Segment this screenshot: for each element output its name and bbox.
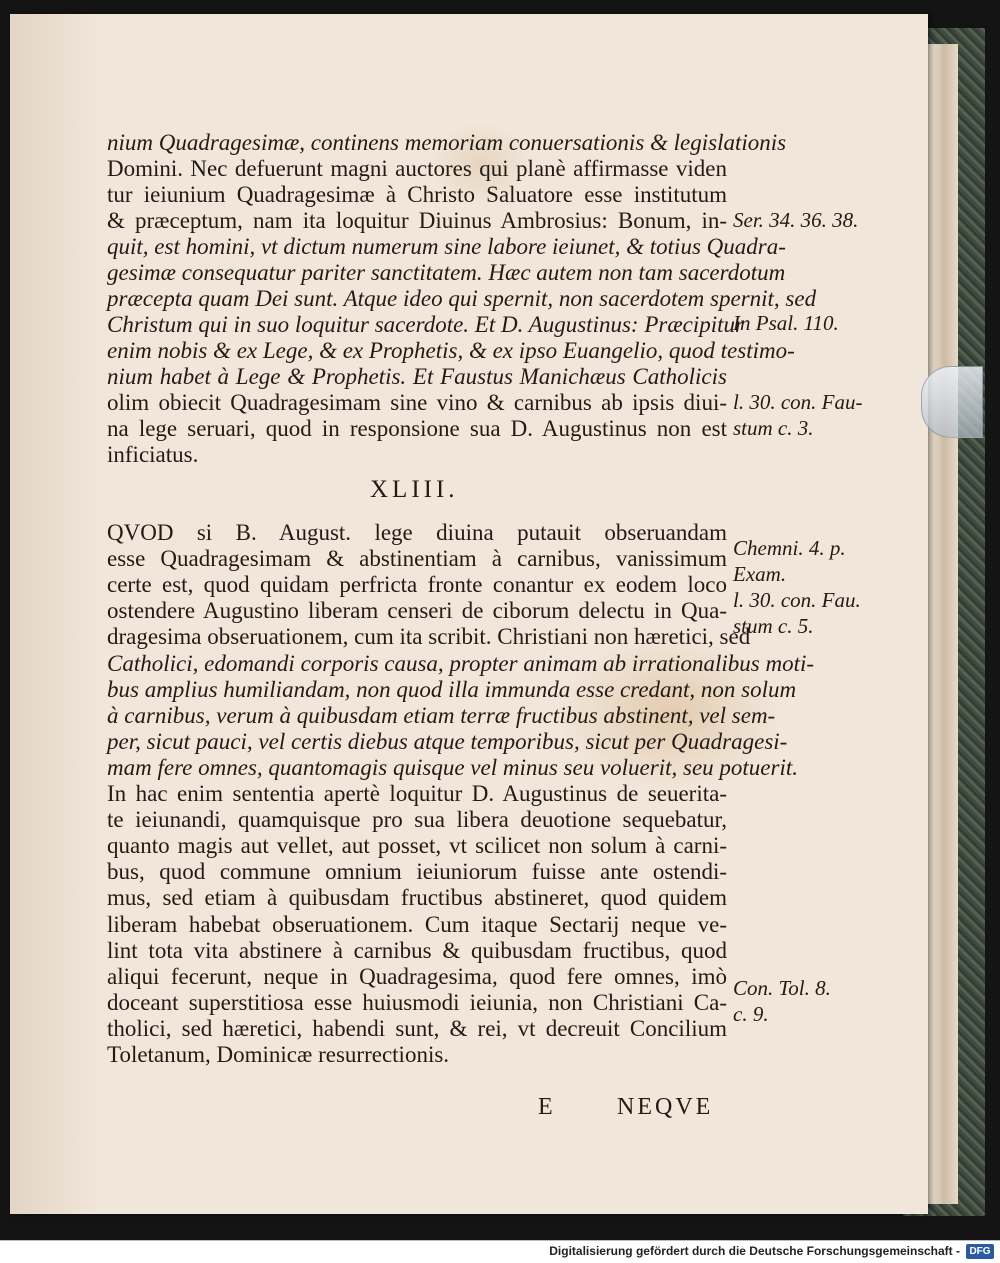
text-line: nium habet à Lege & Prophetis. Et Faustus Manichæus Catholicis <box>107 364 727 389</box>
text-line: olim obiecit Quadragesimam sine vino & carnibus ab ipsis diui- <box>107 390 727 415</box>
footer-bar <box>0 1240 1000 1263</box>
text-line: quit, est homini, vt dictum numerum sine labore ieiunet, & totius Quadra- <box>107 234 786 259</box>
page-clip <box>921 366 983 438</box>
margin-note: Exam. <box>733 562 787 586</box>
text-line: bus amplius humiliandam, non quod illa immunda esse credant, non solum <box>107 676 797 702</box>
text-line: quanto magis aut vellet, aut posset, vt scilicet non solum à carni- <box>107 833 727 859</box>
text-line: Catholici, edomandi corporis causa, propter animam ab irrationalibus moti- <box>107 650 815 676</box>
margin-note: l. 30. con. Fau. <box>733 588 861 612</box>
margin-note: Ser. 34. 36. 38. <box>733 208 859 232</box>
text-line: mus, sed etiam à quibusdam fructibus abstineret, quod quidem <box>107 885 727 911</box>
text-line: aliqui fecerunt, neque in Quadragesima, quod fere omnes, imò <box>107 963 727 989</box>
text-line: gesimæ consequatur pariter sanctitatem. Hæc autem non tam sacerdotum <box>107 260 786 285</box>
text-line: certe est, quod quidam perfricta fronte conantur ex eodem loco <box>107 572 727 598</box>
text-line: præcepta quam Dei sunt. Atque ideo qui spernit, non sacerdotem spernit, sed <box>107 286 817 311</box>
text-line: te ieiunandi, quamquisque pro sua libera deuotione sequebatur, <box>107 807 727 833</box>
margin-note: stum c. 5. <box>733 614 814 638</box>
text-line: tholici, sed hæretici, habendi sunt, & rei, vt decreuit Concilium <box>107 1015 727 1041</box>
margin-note: In Psal. 110. <box>733 311 839 335</box>
text-line: per, sicut pauci, vel certis diebus atque temporibus, sicut per Quadragesi- <box>107 728 788 754</box>
text-line: esse Quadragesimam & abstinentiam à carnibus, vanissimum <box>107 546 727 572</box>
section-heading: XLIII. <box>370 476 459 503</box>
text-line: enim nobis & ex Lege, & ex Prophetis, & ex ipso Euangelio, quod testimo- <box>107 338 795 363</box>
text-line: ostendere Augustino liberam censeri de ciborum delectu in Qua- <box>107 598 727 624</box>
margin-note: c. 9. <box>733 1002 769 1026</box>
margin-note: Con. Tol. 8. <box>733 976 831 1000</box>
text-line: nium Quadragesimæ, continens memoriam conuersationis & legislationis <box>107 130 787 155</box>
text-line: Christum qui in suo loquitur sacerdote. Et D. Augustinus: Præcipitur <box>107 312 744 337</box>
text-line: In hac enim sententia apertè loquitur D. Augustinus de seuerita- <box>107 781 727 806</box>
text-line: QVOD si B. August. lege diuina putauit obseruandam <box>107 520 727 545</box>
book-page <box>10 14 928 1214</box>
dfg-logo-icon: DFG <box>966 1244 994 1259</box>
text-line: mam fere omnes, quantomagis quisque vel minus seu voluerit, seu potuerit. <box>107 754 798 780</box>
text-line: à carnibus, verum à quibusdam etiam terræ fructibus abstinent, vel sem- <box>107 702 776 728</box>
margin-note: Chemni. 4. p. <box>733 536 846 560</box>
catchword: NEQVE <box>617 1094 714 1120</box>
text-line: na lege seruari, quod in responsione sua D. Augustinus non est <box>107 416 727 441</box>
text-line: doceant superstitiosa esse huiusmodi ieiunia, non Christiani Ca- <box>107 989 727 1015</box>
text-line: dragesima obseruationem, cum ita scribit. Christiani non hæretici, sed <box>107 624 751 650</box>
text-line: Toletanum, Dominicæ resurrectionis. <box>107 1042 450 1067</box>
text-line: lint tota vita abstinere à carnibus & quibusdam fructibus, quod <box>107 937 727 963</box>
text-line: & præceptum, nam ita loquitur Diuinus Ambrosius: Bonum, in- <box>107 208 727 233</box>
text-line: liberam habebat obseruationem. Cum itaque Sectarij neque ve- <box>107 911 727 937</box>
text-line: inficiatus. <box>107 442 199 467</box>
funding-credit: Digitalisierung gefördert durch die Deutsche Forschungsgemeinschaft - <box>549 1244 960 1258</box>
margin-note: l. 30. con. Fau- <box>733 390 863 414</box>
margin-note: stum c. 3. <box>733 416 814 440</box>
signature-mark: E <box>538 1094 553 1120</box>
text-line: Domini. Nec defuerunt magni auctores qui planè affirmasse viden <box>107 156 727 181</box>
text-line: bus, quod commune omnium ieiuniorum fuisse ante ostendi- <box>107 859 727 885</box>
text-line: tur ieiunium Quadragesimæ à Christo Saluatore esse institutum <box>107 182 727 207</box>
